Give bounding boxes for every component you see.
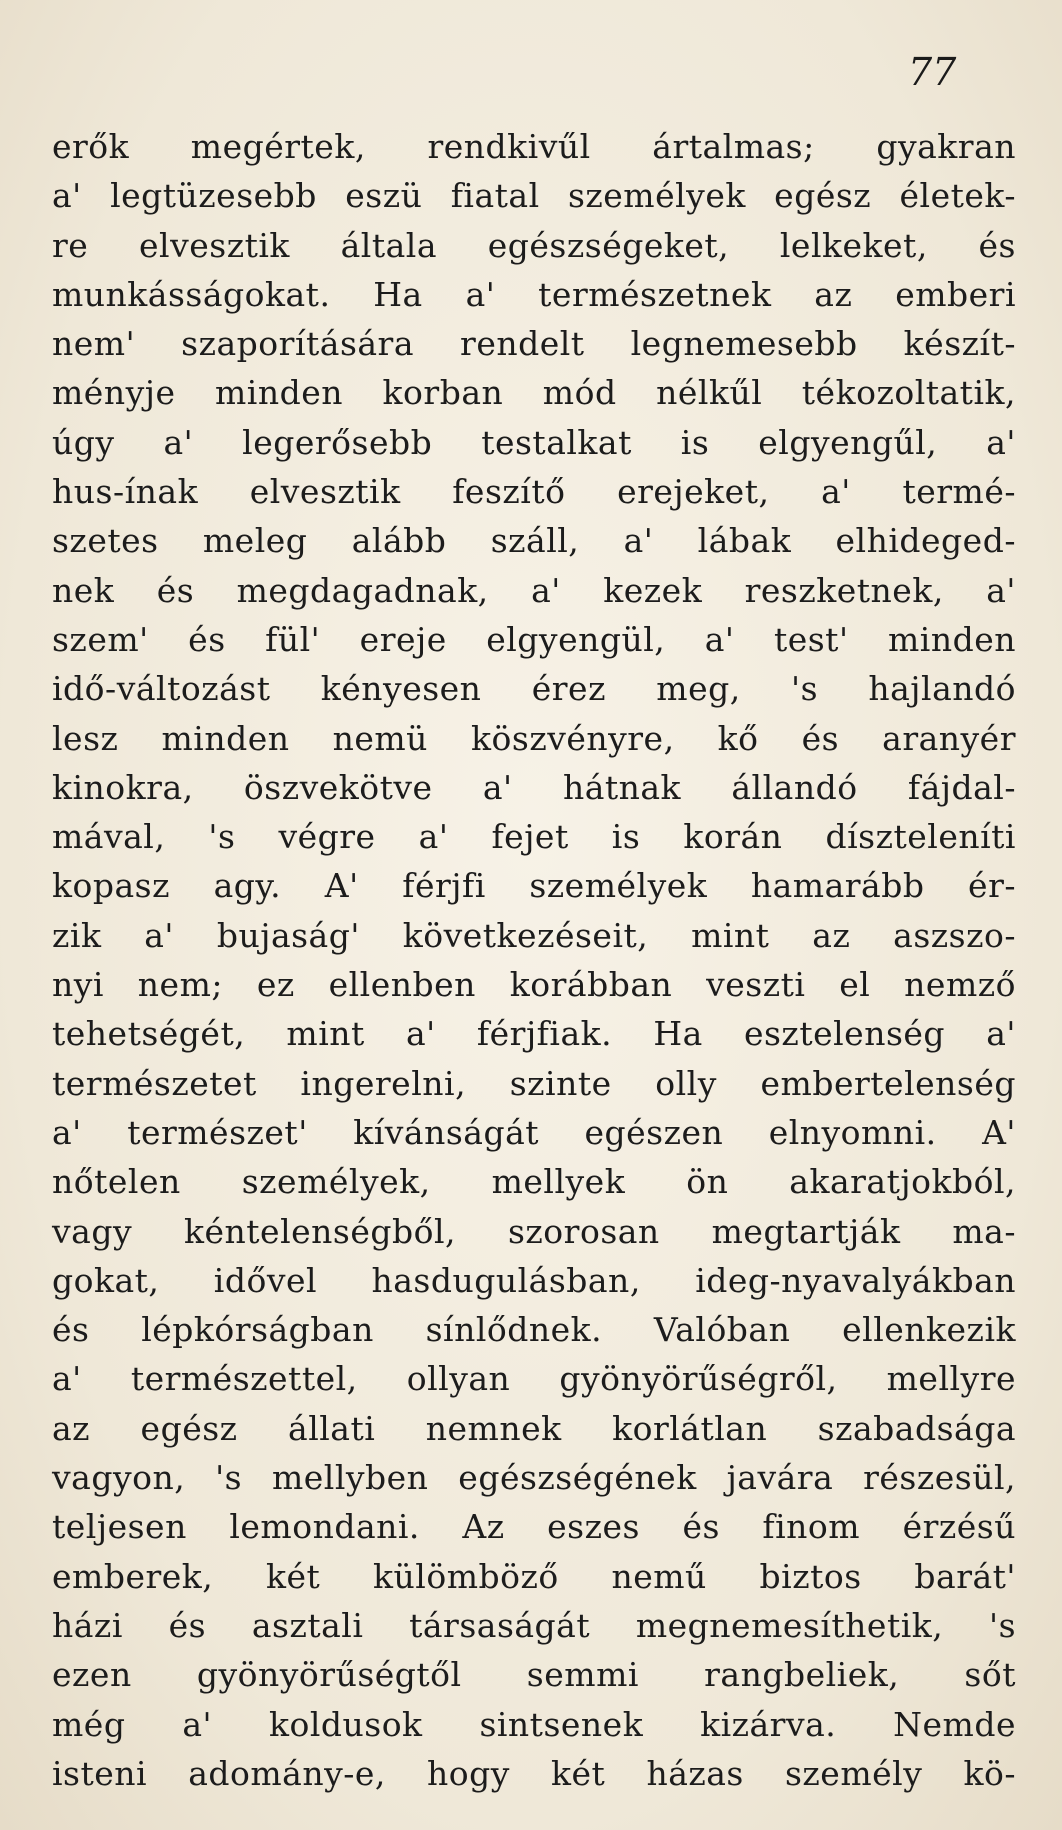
text-line: és lépkórságban sínlődnek. Valóban ellenkezik	[52, 1310, 1016, 1350]
text-line: szem' és fül' ereje elgyengül, a' test' minden	[52, 619, 1016, 659]
text-line: nek és megdagadnak, a' kezek reszketnek, a'	[52, 570, 1016, 610]
text-line: vagy kéntelenségből, szorosan megtartják ma-	[52, 1211, 1016, 1251]
text-line: kopasz agy. A' férjfi személyek hamarább ér-	[52, 866, 1016, 906]
text-line: kinokra, öszvekötve a' hátnak állandó fájdal-	[52, 767, 1016, 807]
text-line: az egész állati nemnek korlátlan szabadsága	[52, 1408, 1016, 1448]
text-line: idő-változást kényesen érez meg, 's hajlandó	[52, 669, 1016, 709]
text-line: hus-ínak elvesztik feszítő erejeket, a' termé-	[52, 472, 1016, 512]
text-line: lesz minden nemü köszvényre, kő és aranyér	[52, 718, 1016, 758]
text-line: munkásságokat. Ha a' természetnek az emberi	[52, 274, 1016, 314]
text-line: isteni adomány-e, hogy két házas személy kö-	[52, 1753, 1016, 1793]
text-line: természetet ingerelni, szinte olly embertelenség	[52, 1063, 1016, 1103]
text-line: tehetségét, mint a' férjfiak. Ha esztelenség a'	[52, 1014, 1016, 1054]
body-text	[52, 122, 1016, 1798]
text-line: erők megértek, rendkivűl ártalmas; gyakran	[52, 127, 1016, 166]
text-line: ezen gyönyörűségtől semmi rangbeliek, sőt	[52, 1655, 1016, 1695]
text-line: gokat, idővel hasdugulásban, ideg-nyavalyákban	[52, 1260, 1016, 1300]
text-line: nyi nem; ez ellenben korábban veszti el nemző	[52, 965, 1016, 1005]
text-line: úgy a' legerősebb testalkat is elgyengűl, a'	[52, 422, 1016, 462]
text-line: mával, 's végre a' fejet is korán díszteleníti	[52, 817, 1016, 857]
text-line: zik a' bujaság' következéseit, mint az aszszo-	[52, 915, 1016, 955]
text-line: házi és asztali társaságát megnemesíthetik, 's	[52, 1605, 1016, 1645]
text-line: még a' koldusok sintsenek kizárva. Nemde	[52, 1704, 1016, 1744]
text-line: teljesen lemondani. Az eszes és finom érzésű	[52, 1507, 1016, 1547]
text-line: a' természet' kívánságát egészen elnyomni. A'	[52, 1112, 1016, 1152]
text-line: a' legtüzesebb eszü fiatal személyek egész életek-	[52, 176, 1016, 216]
text-line: a' természettel, ollyan gyönyörűségről, mellyre	[52, 1359, 1016, 1399]
page-number: 77	[908, 50, 957, 94]
text-line: szetes meleg alább száll, a' lábak elhideged-	[52, 521, 1016, 561]
text-line: re elvesztik általa egészségeket, lelkeket, és	[52, 225, 1016, 265]
text-line: vagyon, 's mellyben egészségének javára részesül,	[52, 1458, 1016, 1498]
text-line: nőtelen személyek, mellyek ön akaratjokból,	[52, 1162, 1016, 1202]
text-line: ményje minden korban mód nélkűl tékozoltatik,	[52, 373, 1016, 413]
text-line: emberek, két külömböző nemű biztos barát'	[52, 1556, 1016, 1596]
text-line: nem' szaporítására rendelt legnemesebb készít-	[52, 324, 1016, 364]
